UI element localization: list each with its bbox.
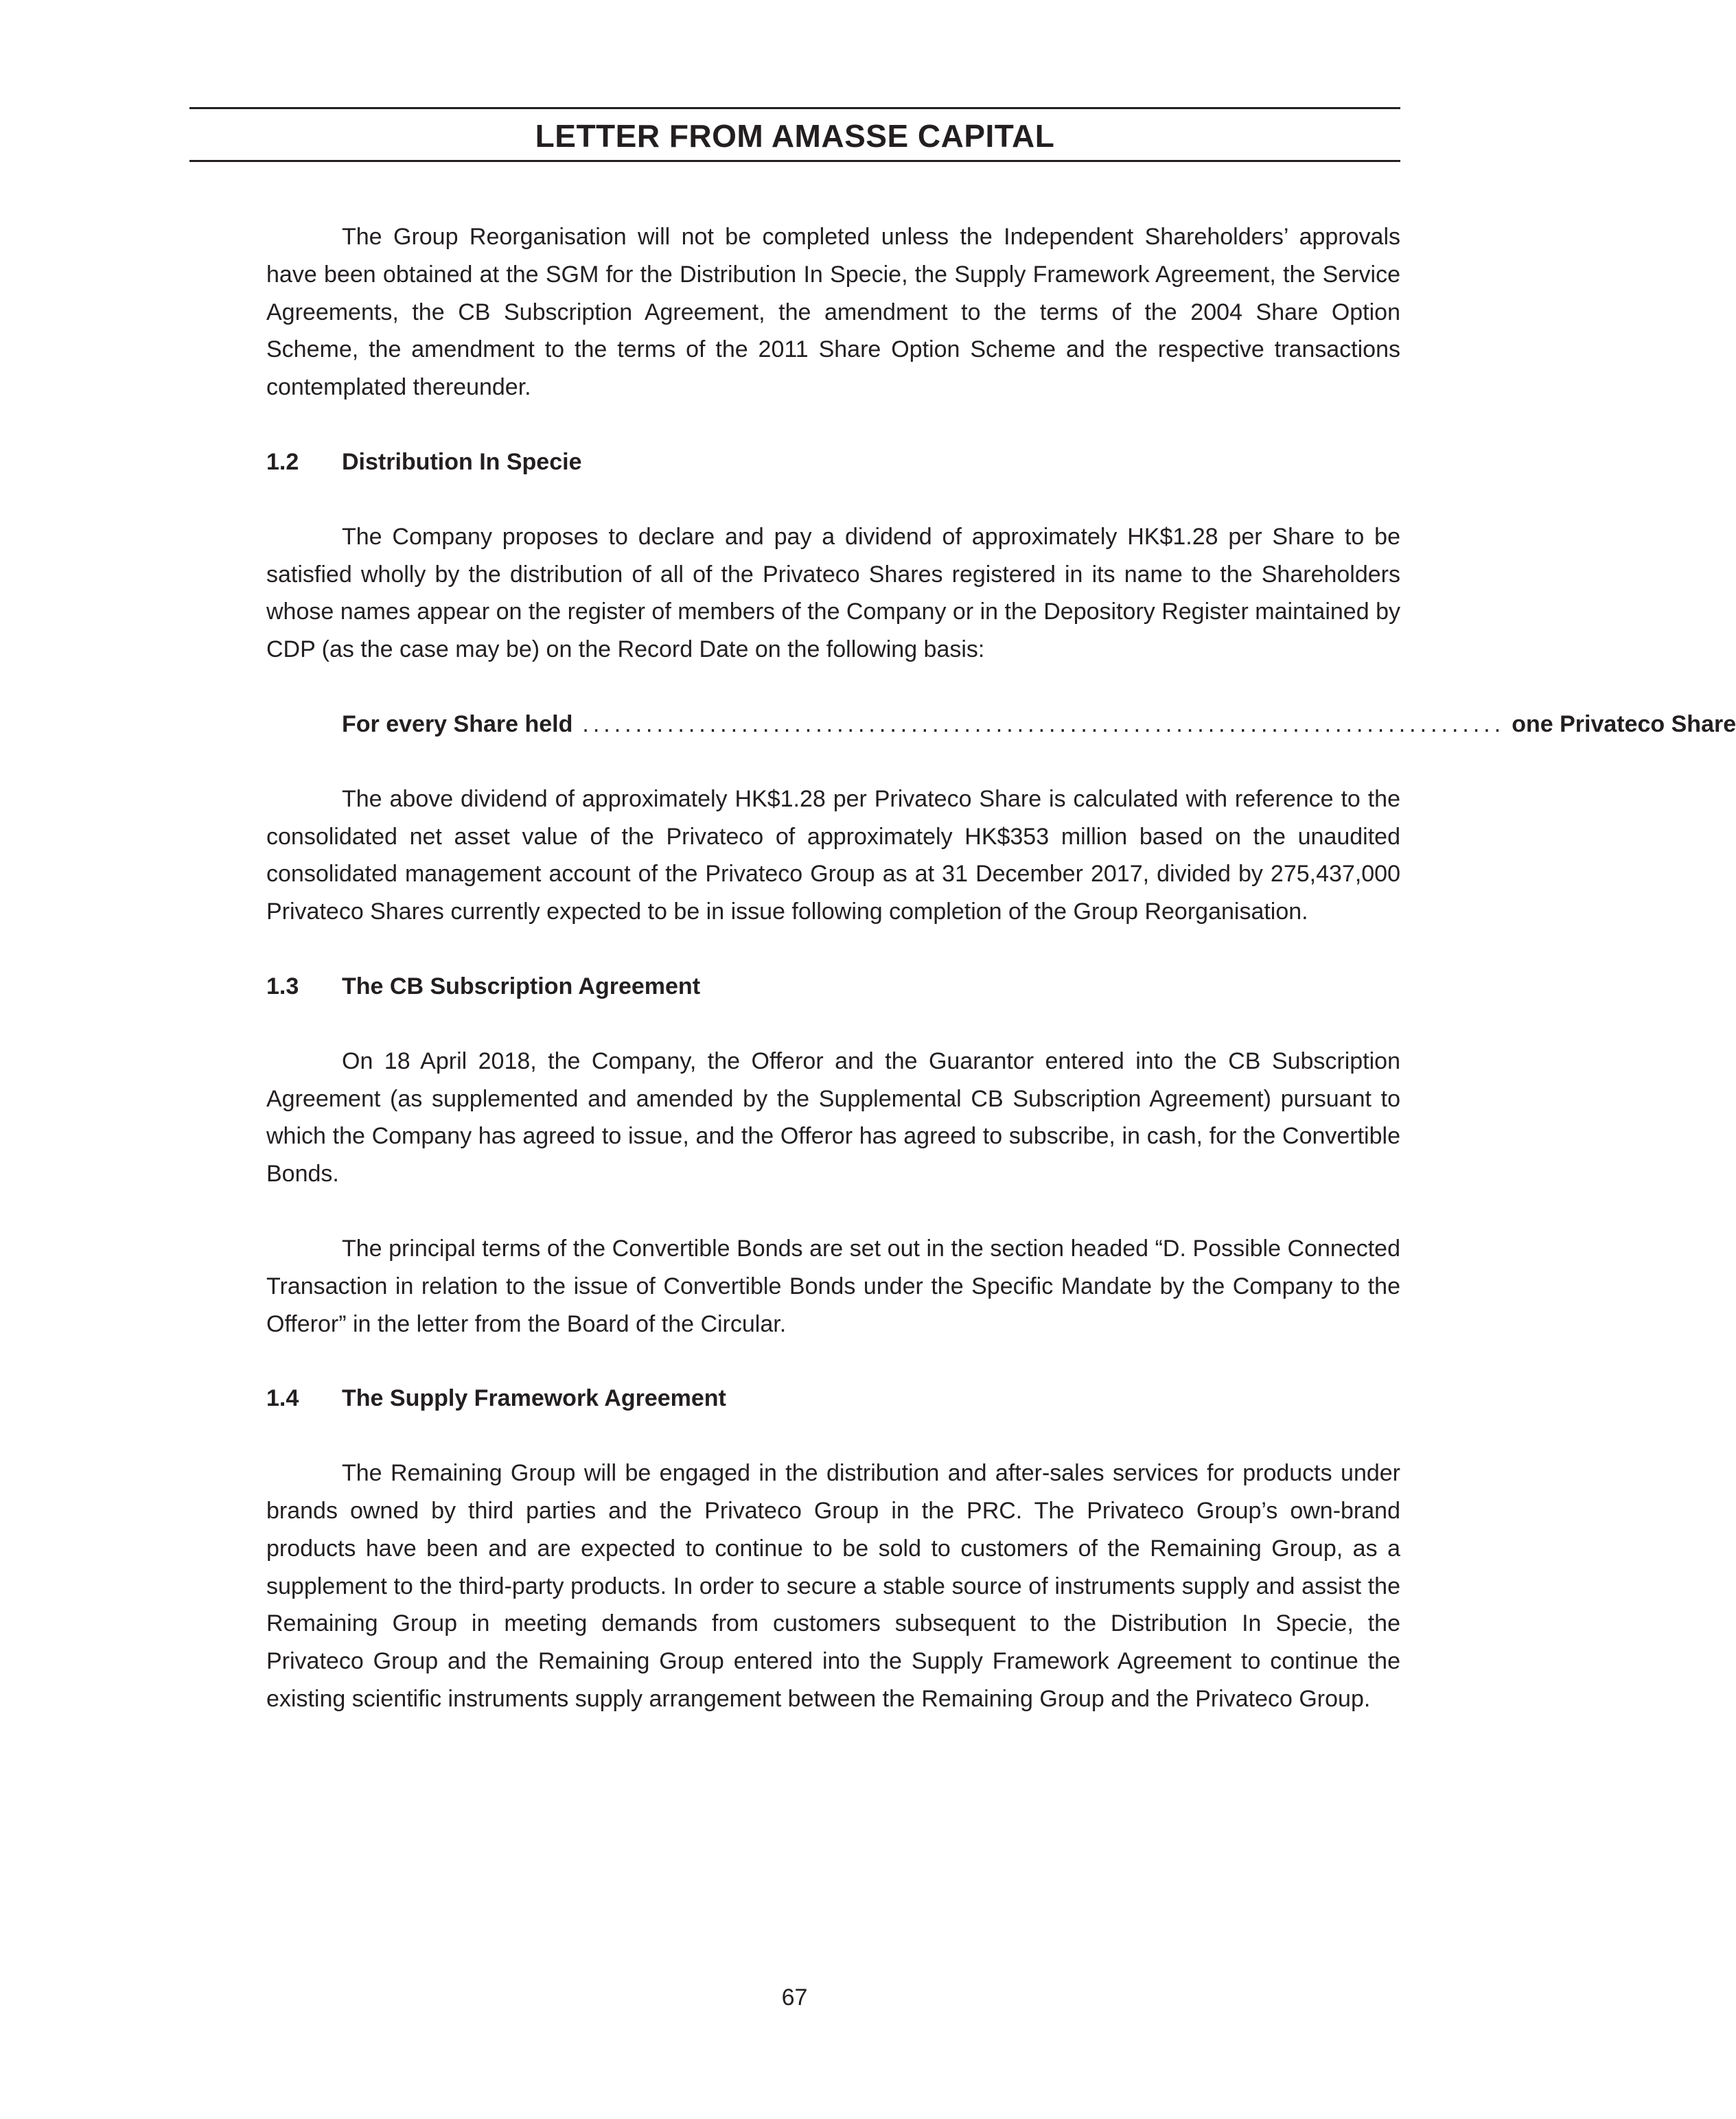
section-number: 1.4	[266, 1385, 299, 1412]
section-heading-1-2	[266, 443, 1400, 481]
basis-left-label: For every Share held	[342, 710, 573, 737]
page-number: 67	[781, 1984, 808, 2011]
section-number: 1.2	[266, 448, 299, 475]
section-title: The CB Subscription Agreement	[342, 973, 701, 999]
section-number: 1.3	[266, 973, 299, 999]
convertible-bonds-terms-paragraph: The principal terms of the Convertible Bonds are set out in the section headed “D. Possible Connected Transaction in relation to the issue of Convertible Bonds under the Specific Mandate by the Company to the Offeror” in the letter from the Board of the Circular.	[266, 1235, 1400, 1337]
distribution-paragraph: The Company proposes to declare and pay a dividend of approximately HK$1.28 per Share to be satisfied wholly by the distribution of all of the Privateco Shares registered in its name to the Shareholders whose names appear on the register of members of the Company or in the Depository Register maintained by CDP (as the case may be) on the Record Date on the following basis:	[266, 523, 1400, 663]
section-title: Distribution In Specie	[342, 448, 582, 475]
basis-right-label: one Privateco Share	[1512, 710, 1736, 737]
distribution-basis-row	[342, 706, 1736, 743]
document-body	[266, 218, 1736, 1755]
page-header	[189, 107, 1400, 162]
intro-paragraph: The Group Reorganisation will not be completed unless the Independent Shareholders’ approvals have been obtained at the SGM for the Distribution In Specie, the Supply Framework Agreement, the Service Agreements, the CB Subscription Agreement, the amendment to the terms of the 2004 Share Option Scheme, the amendment to the terms of the 2011 Share Option Scheme and the respective transactions contemplated thereunder.	[266, 224, 1400, 401]
dot-leader: .......................................................................................	[582, 710, 1505, 737]
section-title: The Supply Framework Agreement	[342, 1385, 726, 1412]
dividend-calculation-paragraph: The above dividend of approximately HK$1.28 per Privateco Share is calculated with reference to the consolidated net asset value of the Privateco of approximately HK$353 million based on the unaudited consolidated management account of the Privateco Group as at 31 December 2017, divided by 275,437,000 Privateco Shares currently expected to be in issue following completion of the Group Reorganisation.	[266, 785, 1400, 925]
section-heading-1-4	[266, 1380, 1400, 1417]
page-title: LETTER FROM AMASSE CAPITAL	[535, 118, 1055, 154]
cb-subscription-paragraph: On 18 April 2018, the Company, the Offeror and the Guarantor entered into the CB Subscription Agreement (as supplemented and amended by the Supplemental CB Subscription Agreement) pursuant to which the Company has agreed to issue, and the Offeror has agreed to subscribe, in cash, for the Convertible Bonds.	[266, 1047, 1400, 1188]
section-heading-1-3	[266, 968, 1400, 1006]
supply-framework-paragraph: The Remaining Group will be engaged in the distribution and after-sales services for products under brands owned by third parties and the Privateco Group in the PRC. The Privateco Group’s own-brand products have been and are expected to continue to be sold to customers of the Remaining Group, as a supplement to the third-party products. In order to secure a stable source of instruments supply and assist the Remaining Group in meeting demands from customers subsequent to the Distribution In Specie, the Privateco Group and the Remaining Group entered into the Supply Framework Agreement to continue the existing scientific instruments supply arrangement between the Remaining Group and the Privateco Group.	[266, 1460, 1400, 1712]
